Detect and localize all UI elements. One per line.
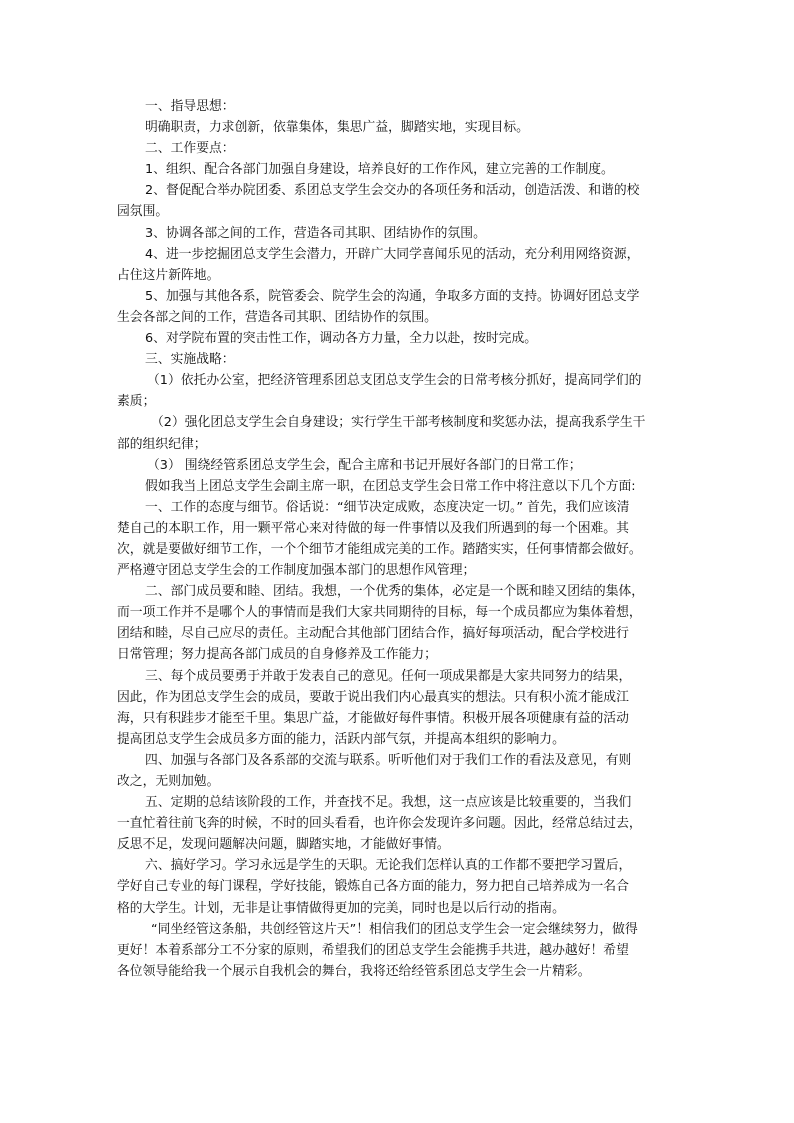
text-line: 园氛围。 (117, 204, 169, 220)
text-line: 假如我当上团总支学生会副主席一职，在团总支学生会日常工作中将注意以下几个方面: (145, 478, 636, 494)
text-line: 改之，无则加勉。 (117, 774, 220, 789)
text-line: （2）强化团总支学生会自身建设；实行学生干部考核制度和奖惩办法，提高我系学生干 (151, 415, 646, 431)
text-line: “同坐经管这条船，共创经管这片天”！相信我们的团总支学生会一定会继续努力，做得 (151, 921, 638, 937)
text-line: 反思不足，发现问题解决问题，脚踏实地，才能做好事情。 (117, 837, 450, 853)
text-line: 因此，作为团总支学生会的成员，要敢于说出我们内心最真实的想法。只有积小流才能成江 (117, 689, 629, 705)
text-line: 部的组织纪律； (117, 436, 207, 452)
text-line: 各位领导能给我一个展示自我机会的舞台，我将还给经管系团总支学生会一片精彩。 (117, 963, 591, 979)
text-line: 3、协调各部之间的工作，营造各司其职、团结协作的氛围。 (145, 225, 486, 241)
text-line: 2、督促配合举办院团委、系团总支学生会交办的各项任务和活动，创造活泼、和谐的校 (145, 183, 640, 199)
text-line: 日常管理；努力提高各部门成员的自身修养及工作能力； (117, 647, 437, 663)
text-line: 4、进一步挖掘团总支学生会潜力，开辟广大同学喜闻乐见的活动，充分利用网络资源， (145, 246, 640, 262)
text-line: 5、加强与其他各系，院管委会、院学生会的沟通，争取多方面的支持。协调好团总支学 (145, 288, 640, 304)
text-line: 六、搞好学习。学习永远是学生的天职。无论我们怎样认真的工作都不要把学习置后， (145, 858, 632, 874)
text-line: 二、工作要点： (145, 141, 235, 157)
text-line: （1）依托办公室，把经济管理系团总支团总支学生会的日常考核分抓好，提高同学们的 (147, 373, 642, 389)
text-line: 次，就是要做好细节工作，一个个细节才能组成完美的工作。踏踏实实，任何事情都会做好。 (117, 541, 642, 557)
text-line: 三、实施战略： (145, 352, 235, 368)
text-line: 团结和睦，尽自己应尽的责任。主动配合其他部门团结合作，搞好每项活动，配合学校进行 (117, 626, 629, 642)
text-line: 明确职责，力求创新，依靠集体，集思广益，脚踏实地，实现目标。 (145, 120, 529, 136)
text-line: 更好！本着系部分工不分家的原则，希望我们的团总支学生会能携手共进，越办越好！希望 (117, 942, 629, 958)
text-line: 三、每个成员要勇于并敢于发表自己的意见。任何一项成果都是大家共同努力的结果， (145, 668, 632, 684)
text-line: 6、对学院布置的突击性工作，调动各方力量，全力以赴，按时完成。 (145, 331, 538, 347)
text-line: 一、指导思想： (145, 99, 235, 114)
text-line: 生会各部之间的工作，营造各司其职、团结协作的氛围。 (117, 309, 437, 325)
text-line: 一、工作的态度与细节。俗话说：“细节决定成败，态度决定一切。” 首先，我们应该清 (145, 499, 630, 515)
text-line: 楚自己的本职工作，用一颗平常心来对待做的每一件事情以及我们所遇到的每一个困难。其 (117, 520, 629, 536)
text-line: 学好自己专业的每门课程，学好技能，锻炼自己各方面的能力，努力把自己培养成为一名合 (117, 879, 629, 895)
text-line: 二、部门成员要和睦、团结。我想，一个优秀的集体，必定是一个既和睦又团结的集体， (145, 584, 645, 600)
text-line: 格的大学生。计划，无非是让事情做得更加的完美，同时也是以后行动的指南。 (117, 900, 565, 916)
text-line: 占住这片新阵地。 (117, 267, 220, 283)
text-line: 严格遵守团总支学生会的工作制度加强本部门的思想作风管理； (117, 563, 476, 579)
text-line: 四、加强与各部门及各系部的交流与联系。听听他们对于我们工作的看法及意见，有则 (145, 752, 632, 768)
text-line: 一直忙着往前飞奔的时候，不时的回头看看，也许你会发现许多问题。因此，经常总结过去， (117, 816, 642, 832)
text-line: 1、组织、配合各部门加强自身建设，培养良好的工作作风，建立完善的工作制度。 (145, 162, 614, 178)
text-line: 提高团总支学生会成员多方面的能力，活跃内部气氛，并提高本组织的影响力。 (117, 731, 565, 747)
text-line: 而一项工作并不是哪个人的事情而是我们大家共同期待的目标，每一个成员都应为集体着想， (117, 605, 642, 621)
text-line: （3） 围绕经管系团总支学生会，配合主席和书记开展好各部门的日常工作； (147, 457, 582, 473)
text-line: 素质； (117, 394, 156, 410)
document-body (117, 96, 680, 982)
text-line: 五、定期的总结该阶段的工作，并查找不足。我想，这一点应该是比较重要的，当我们 (145, 795, 632, 811)
text-line: 海，只有积跬步才能至千里。集思广益，才能做好每件事情。积极开展各项健康有益的活动 (117, 710, 629, 726)
